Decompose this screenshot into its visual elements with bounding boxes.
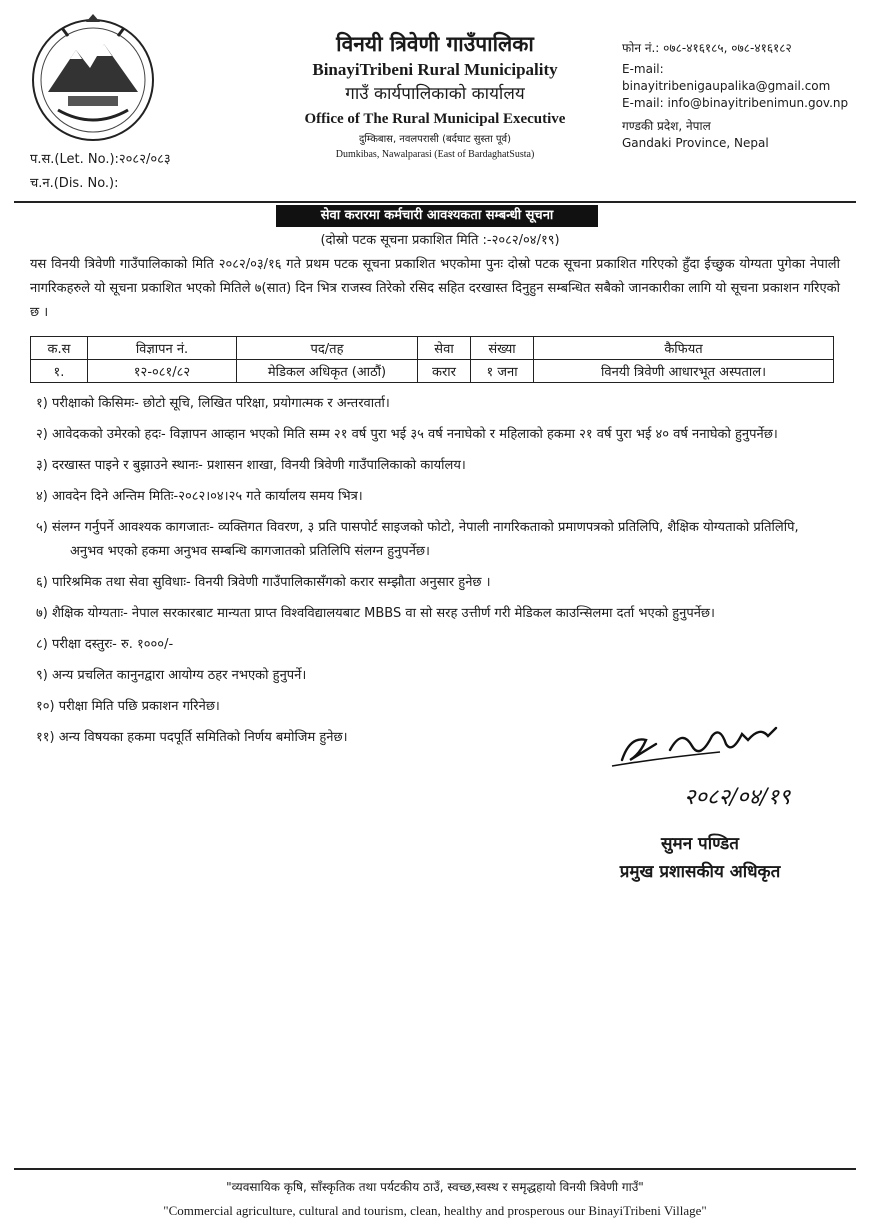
cell-remarks: विनयी त्रिवेणी आधारभूत अस्पताल। — [534, 360, 834, 383]
municipality-name-en: BinayiTribeni Rural Municipality — [312, 60, 558, 79]
notice-subtitle: (दोस्रो पटक सूचना प्रकाशित मिति :-२०८२/०४/१९) — [320, 233, 560, 248]
notice-intro: यस विनयी त्रिवेणी गाउँपालिकाको मिति २०८२/०३/१६ गते प्रथम पटक सूचना प्रकाशित भएकोमा पुनः दोस्रो पटक सूचना प्रकाशित गरिएको हुँदा ईच्छुक योग्यता पुगेका नेपाली नागरिकहरुले यो सूचना प्रकाशित भएको मितिले ७(सात) दिन भित्र राजस्व तिरेको रसिद सहित दरखास्त दिनुहुन सम्बन्धित सबैको जानकारीका लागि यो सूचना प्रकाशन गरिएको छ । — [30, 257, 840, 320]
col-position: पद/तह — [237, 337, 418, 360]
address-en: Dumkibas, Nawalparasi (East of BardaghatSusta) — [335, 149, 535, 160]
letter-number: प.स.(Let. No.):२०८२/०८३ — [30, 152, 171, 167]
list-item: ८) परीक्षा दस्तुरः- रु. १०००/- — [36, 637, 174, 652]
list-item: २) आवेदकको उमेरको हदः- विज्ञापन आव्हान भएको मिति सम्म २१ वर्ष पुरा भई ३५ वर्ष ननाघेको र महिलाको हकमा २१ वर्ष पुरा भई ४० वर्ष ननाघेको हुनुपर्नेछ। — [36, 427, 778, 442]
email-primary: binayitribenigaupalika@gmail.com — [622, 79, 831, 93]
address-np: दुम्किबास, नवलपरासी (बर्दघाट सुस्ता पूर्व) — [359, 134, 511, 145]
header-divider — [14, 201, 856, 203]
province-en: Gandaki Province, Nepal — [622, 136, 769, 150]
col-service: सेवा — [418, 337, 471, 360]
list-item: ७) शैक्षिक योग्यताः- नेपाल सरकारबाट मान्यता प्राप्त विश्वविद्यालयबाट MBBS वा सो सरह उत्तीर्ण गरी मेडिकल काउन्सिलमा दर्ता भएको हुनुपर्नेछ। — [36, 606, 715, 621]
phone-number: फोन नं.: ०७८-४१६१८५, ०७८-४१६१८२ — [622, 41, 792, 55]
list-item: १०) परीक्षा मिति पछि प्रकाशन गरिनेछ। — [36, 699, 220, 714]
email-secondary: E-mail: info@binayitribenimun.gov.np — [622, 96, 849, 110]
list-item: ६) पारिश्रमिक तथा सेवा सुविधाः- विनयी त्रिवेणी गाउँपालिकासँगको करार सम्झौता अनुसार हुनेछ । — [36, 575, 491, 590]
email-label: E-mail: — [622, 62, 664, 76]
motto-en: "Commercial agriculture, cultural and tourism, clean, healthy and prosperous our BinayiTribeni Village" — [163, 1203, 707, 1218]
list-item: ५) संलग्न गर्नुपर्ने आवश्यक कागजातः- व्यक्तिगत विवरण, ३ प्रति पासपोर्ट साइजको फोटो, नेपाली नागरिकताको प्रमाणपत्रको प्रतिलिपि, शैक्षिक योग्यताको प्रतिलिपि, अनुभव भएको हकमा अनुभव सम्बन्धि कागजातको प्रतिलिपि संलग्न हुनुपर्नेछ। — [36, 520, 799, 559]
signature-date: २०८२/०४/१९ — [684, 785, 791, 810]
footer-divider — [14, 1168, 856, 1170]
contact-block — [622, 40, 872, 152]
table-row — [31, 360, 834, 383]
list-item: ३) दरखास्त पाइने र बुझाउने स्थानः- प्रशासन शाखा, विनयी त्रिवेणी गाउँपालिकाको कार्यालय। — [36, 458, 466, 473]
list-item: ११) अन्य विषयका हकमा पदपूर्ति समितिको निर्णय बमोजिम हुनेछ। — [36, 730, 348, 745]
cell-service: करार — [418, 360, 471, 383]
col-remarks: कैफियत — [534, 337, 834, 360]
cell-ad-number: १२-०८१/८२ — [88, 360, 237, 383]
signatory-name: सुमन पण्डित — [661, 834, 739, 854]
cell-position: मेडिकल अधिकृत (आठौं) — [237, 360, 418, 383]
list-item: ९) अन्य प्रचलित कानुनद्वारा आयोग्य ठहर नभएको हुनुपर्ने। — [36, 668, 307, 683]
nepal-emblem-icon — [28, 14, 158, 144]
table-header-row — [31, 337, 834, 360]
signatory-designation: प्रमुख प्रशासकीय अधिकृत — [619, 862, 781, 882]
cell-count: १ जना — [471, 360, 534, 383]
motto-np: "व्यवसायिक कृषि, साँस्कृतिक तथा पर्यटकीय ठाउँ, स्वच्छ,स्वस्थ र समृद्धहायो विनयी त्रिवेणी गाउँ" — [226, 1180, 644, 1194]
handwritten-signature — [600, 700, 830, 820]
vacancy-table — [30, 336, 834, 383]
office-name-en: Office of The Rural Municipal Executive — [304, 111, 566, 127]
cell-serial: १. — [31, 360, 88, 383]
province-np: गण्डकी प्रदेश, नेपाल — [622, 119, 711, 133]
notice-title: सेवा करारमा कर्मचारी आवश्यकता सम्बन्धी सूचना — [276, 205, 598, 227]
col-ad-number: विज्ञापन नं. — [88, 337, 237, 360]
letterhead — [240, 30, 630, 162]
office-name-np: गाउँ कार्यपालिकाको कार्यालय — [345, 84, 525, 104]
col-count: संख्या — [471, 337, 534, 360]
reference-numbers — [30, 148, 171, 196]
list-item: ४) आवदेन दिने अन्तिम मितिः-२०८२।०४।२५ गते कार्यालय समय भित्र। — [36, 489, 363, 504]
municipality-name-np: विनयी त्रिवेणी गाउँपालिका — [336, 32, 534, 56]
signatory — [580, 830, 820, 886]
col-serial: क.स — [31, 337, 88, 360]
dispatch-number: च.न.(Dis. No.): — [30, 176, 119, 191]
list-item: १) परीक्षाको किसिमः- छोटो सूचि, लिखित परिक्षा, प्रयोगात्मक र अन्तरवार्ता। — [36, 396, 390, 411]
